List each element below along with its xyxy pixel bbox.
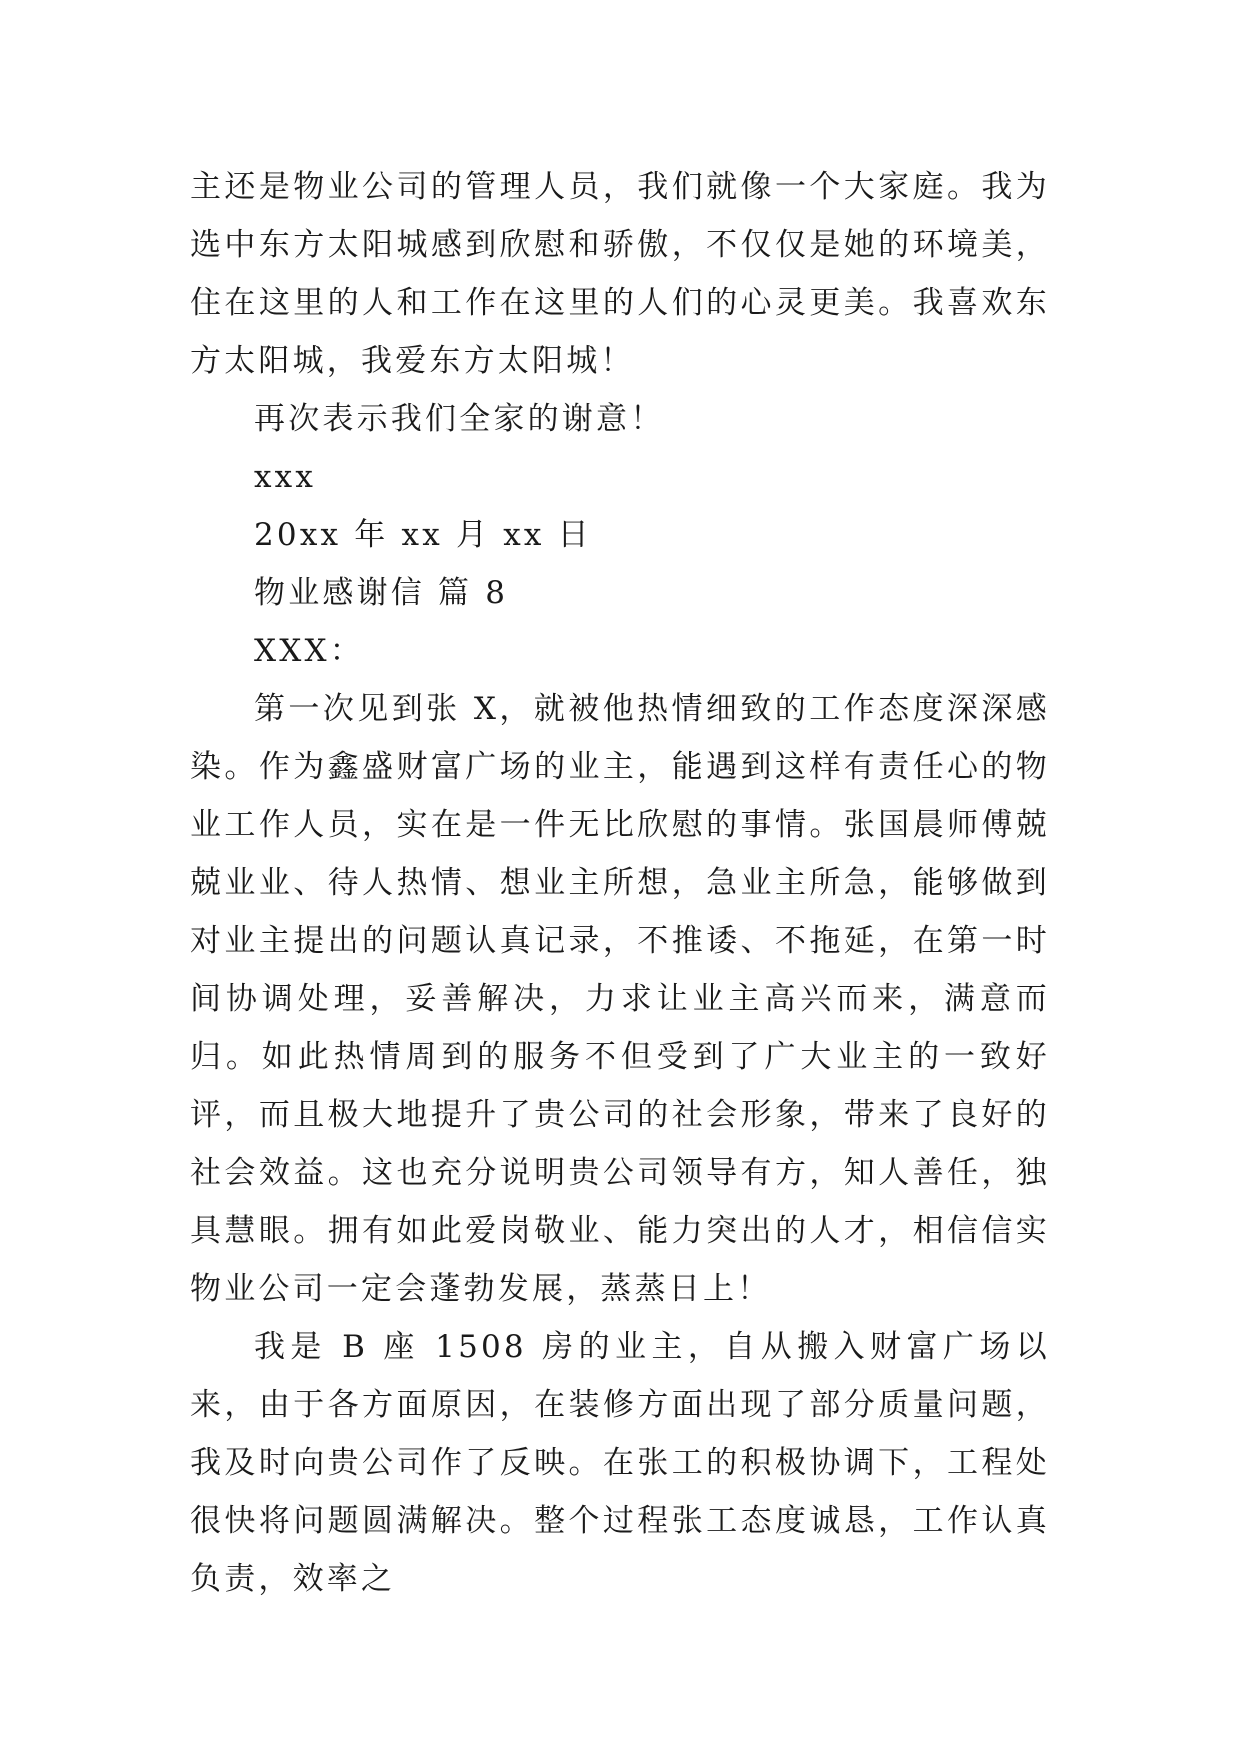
paragraph-continuation: 主还是物业公司的管理人员，我们就像一个大家庭。我为选中东方太阳城感到欣慰和骄傲，不仅仅是她的环境美，住在这里的人和工作在这里的人们的心灵更美。我喜欢东方太阳城，我爱东方太阳城！	[190, 169, 1050, 379]
signature-name: xxx	[254, 459, 317, 495]
salutation: XXX：	[254, 633, 365, 669]
section-heading: 物业感谢信 篇 8	[254, 575, 509, 611]
paragraph-owner-report: 我是 B 座 1508 房的业主，自从搬入财富广场以来，由于各方面原因，在装修方面出现了部分质量问题，我及时向贵公司作了反映。在张工的积极协调下，工程处很快将问题圆满解决。整个过程张工态度诚恳，工作认真负责，效率之	[190, 1329, 1050, 1597]
paragraph-first-meeting: 第一次见到张 X，就被他热情细致的工作态度深深感染。作为鑫盛财富广场的业主，能遇到这样有责任心的物业工作人员，实在是一件无比欣慰的事情。张国晨师傅兢兢业业、待人热情、想业主所想，急业主所急，能够做到对业主提出的问题认真记录，不推诿、不拖延，在第一时间协调处理，妥善解决，力求让业主高兴而来，满意而归。如此热情周到的服务不但受到了广大业主的一致好评，而且极大地提升了贵公司的社会形象，带来了良好的社会效益。这也充分说明贵公司领导有方，知人善任，独具慧眼。拥有如此爱岗敬业、能力突出的人才，相信信实物业公司一定会蓬勃发展，蒸蒸日上！	[190, 691, 1050, 1307]
paragraph-thanks: 再次表示我们全家的谢意！	[254, 401, 665, 437]
signature-date: 20xx 年 xx 月 xx 日	[254, 517, 592, 553]
letter-body	[190, 158, 1050, 1608]
